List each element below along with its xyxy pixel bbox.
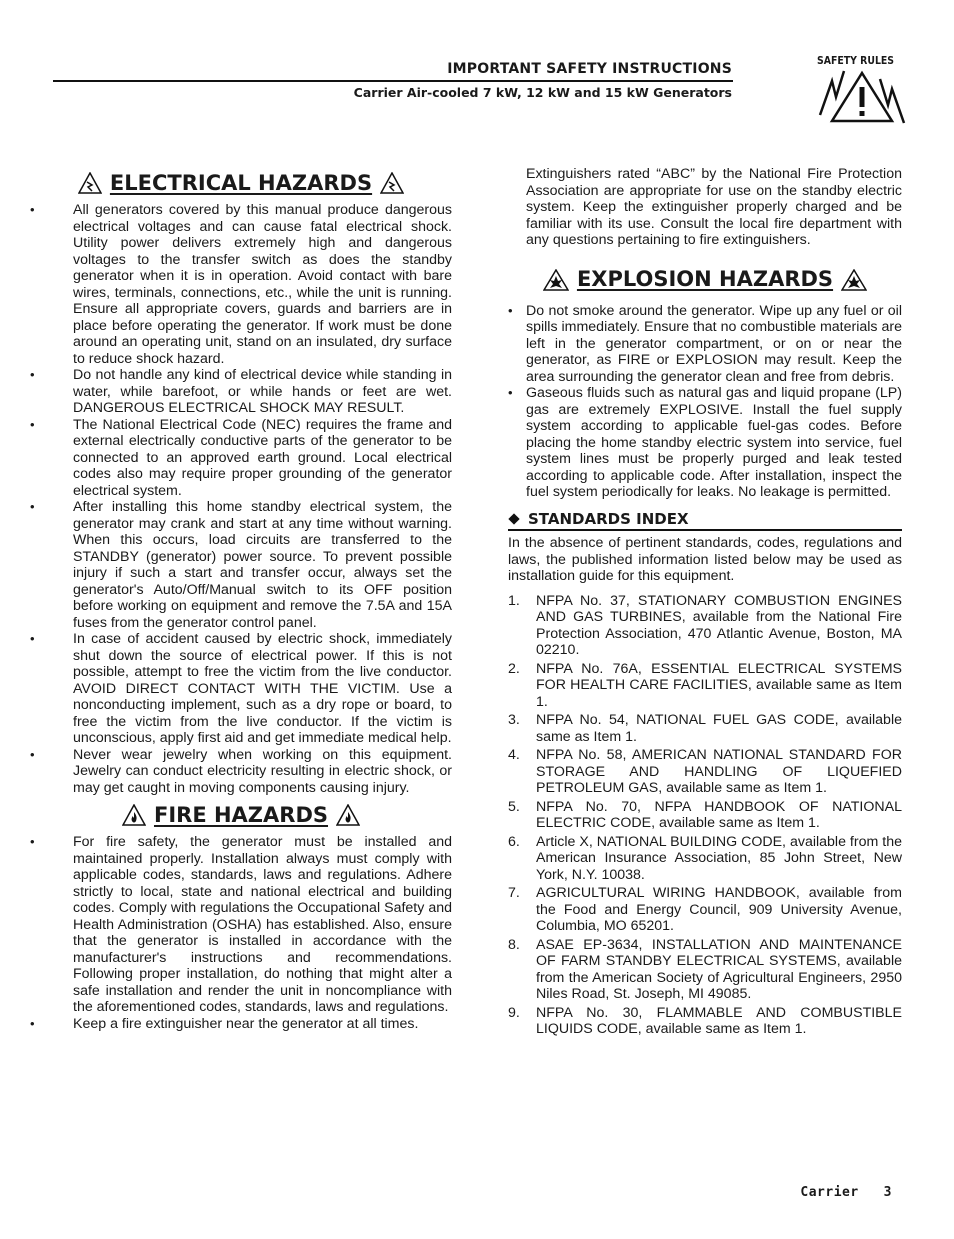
item-text: Article X, NATIONAL BUILDING CODE, available from the American Insurance Association, 85 John Street, New York, N.Y. 10038.	[536, 833, 902, 883]
list-item	[508, 799, 902, 832]
fire-hazards-title: FIRE HAZARDS	[153, 802, 329, 827]
standards-index-heading	[508, 511, 902, 532]
left-column	[30, 172, 452, 1032]
page-number: 3	[883, 1185, 892, 1200]
explosion-hazards-heading	[508, 269, 902, 291]
list-item	[508, 661, 902, 711]
page-footer	[800, 1185, 892, 1200]
explosion-warning-icon	[543, 269, 569, 291]
list-item: • The National Electrical Code (NEC) requires the frame and external electrically conductive parts of the generator to be connected to an approved earth ground. Local electrical codes also may require proper grounding of the generator electrical system.	[30, 417, 452, 500]
item-number: 4.	[508, 747, 520, 763]
header-title: IMPORTANT SAFETY INSTRUCTIONS	[447, 61, 732, 77]
header-rule	[53, 80, 733, 82]
item-number: 3.	[508, 712, 520, 728]
safety-rules-label: SAFETY RULES	[817, 54, 895, 67]
explosion-warning-icon	[841, 269, 867, 291]
right-column	[508, 166, 902, 1040]
fire-hazards-heading	[30, 804, 452, 826]
standards-list	[508, 593, 902, 1038]
list-item: • Do not handle any kind of electrical device while standing in water, while barefoot, or while hands or feet are wet. DANGEROUS ELECTRICAL SHOCK MAY RESULT.	[30, 367, 452, 417]
list-item	[508, 593, 902, 659]
list-item: • After installing this home standby electrical system, the generator may crank and start at any time without warning. When this occurs, load circuits are transferred to the STANDBY (generator) power source. To prevent possible injury if such a start and transfer occur, always set the generator's Auto/Off/Manual switch to its OFF position before working on equipment and remove the 7.5A and 15A fuses from the generator control panel.	[30, 499, 452, 631]
item-text: NFPA No. 70, NFPA HANDBOOK OF NATIONAL ELECTRIC CODE, available same as Item 1.	[536, 798, 902, 831]
list-item: • Do not smoke around the generator. Wipe up any fuel or oil spills immediately. Ensure that no combustible materials are left in the generator compartment, or on or near the generator, as FIRE or EXPLOSION may result. Keep the area surrounding the generator clean and free from debris.	[508, 303, 902, 386]
item-text: NFPA No. 30, FLAMMABLE AND COMBUSTIBLE LIQUIDS CODE, available same as Item 1.	[536, 1004, 902, 1037]
fire-warning-icon	[122, 804, 146, 826]
item-number: 9.	[508, 1004, 520, 1021]
electrical-warning-icon	[78, 172, 102, 194]
list-item	[508, 1005, 902, 1038]
item-text: NFPA No. 37, STATIONARY COMBUSTION ENGINES AND GAS TURBINES, available from the National Fire Protection Association, 470 Atlantic Avenue, Boston, MA 02210.	[536, 592, 902, 658]
explosion-hazards-title: EXPLOSION HAZARDS	[576, 267, 834, 292]
item-number: 7.	[508, 885, 520, 901]
list-item	[508, 747, 902, 797]
item-text: NFPA No. 76A, ESSENTIAL ELECTRICAL SYSTEMS FOR HEALTH CARE FACILITIES, available same as Item 1.	[536, 660, 902, 710]
fire-warning-icon	[336, 804, 360, 826]
fire-extinguisher-paragraph: Extinguishers rated “ABC” by the National Fire Protection Association are appropriate for use on the standby electric system. Keep the extinguisher properly charged and be familiar with its use. Consult the local fire department with any questions pertaining to fire extinguishers.	[526, 166, 902, 248]
list-item	[508, 885, 902, 935]
item-text: ASAE EP-3634, INSTALLATION AND MAINTENANCE OF FARM STANDBY ELECTRICAL SYSTEMS, available from the American Society of Agricultural Engineers, 2950 Niles Road, St. Joseph, MI 49085.	[536, 936, 902, 1002]
standards-intro: In the absence of pertinent standards, codes, regulations and laws, the published information listed below may be used as installation guide for this equipment.	[508, 535, 902, 584]
list-item: • Keep a fire extinguisher near the generator at all times.	[30, 1016, 452, 1033]
item-number: 6.	[508, 833, 520, 850]
item-number: 5.	[508, 798, 520, 815]
item-number: 2.	[508, 660, 520, 677]
item-text: NFPA No. 54, NATIONAL FUEL GAS CODE, available same as Item 1.	[536, 712, 902, 745]
list-item: • Never wear jewelry when working on this equipment. Jewelry can conduct electricity resulting in electric shock, or may get caught in moving components causing injury.	[30, 747, 452, 797]
electrical-warning-icon	[380, 172, 404, 194]
standards-index-title: STANDARDS INDEX	[528, 509, 689, 528]
list-item: • All generators covered by this manual produce dangerous electrical voltages and can cause fatal electrical shock. Utility power delivers extremely high and dangerous voltages to the transfer switch as does the standby generator when it is in operation. Avoid contact with bare wires, terminals, connections, etc., while the unit is running. Ensure all appropriate covers, guards and barriers are in place before operating the generator. If work must be done around an operating unit, stand on an insulated, dry surface to reduce shock hazard.	[30, 202, 452, 367]
item-number: 8.	[508, 936, 520, 953]
list-item	[508, 712, 902, 745]
explosion-hazards-list	[508, 303, 902, 501]
item-text: AGRICULTURAL WIRING HANDBOOK, available from the Food and Energy Council, 909 University Avenue, Columbia, MO 65201.	[536, 885, 902, 934]
electrical-hazards-title: ELECTRICAL HAZARDS	[109, 170, 373, 195]
fire-hazards-list	[30, 834, 452, 1032]
electrical-hazards-heading	[30, 172, 452, 194]
list-item: • Gaseous fluids such as natural gas and liquid propane (LP) gas are extremely EXPLOSIVE. Install the fuel supply system according to applicable fuel-gas codes. Before placing the home standby electric system into service, fuel system lines must be properly purged and leak tested according to applicable code. After installation, inspect the fuel system periodically for leaks. No leakage is permitted.	[508, 385, 902, 501]
list-item	[508, 937, 902, 1003]
header-subtitle: Carrier Air-cooled 7 kW, 12 kW and 15 kW Generators	[353, 85, 732, 100]
diamond-icon	[508, 513, 519, 524]
footer-brand: Carrier	[800, 1185, 859, 1200]
safety-rules-warning-icon	[818, 67, 906, 125]
item-text: NFPA No. 58, AMERICAN NATIONAL STANDARD FOR STORAGE AND HANDLING OF LIQUEFIED PETROLEUM GAS, available same as Item 1.	[536, 747, 902, 796]
item-number: 1.	[508, 592, 520, 609]
list-item	[508, 834, 902, 884]
list-item: • In case of accident caused by electric shock, immediately shut down the source of electrical power. If this is not possible, attempt to free the victim from the live conductor. AVOID DIRECT CONTACT WITH THE VICTIM. Use a nonconducting implement, such as a dry rope or board, to free the victim from the live conductor. If the victim is unconscious, apply first aid and get immediate medical help.	[30, 631, 452, 747]
list-item: • For fire safety, the generator must be installed and maintained properly. Installation always must comply with applicable codes, standards, laws and regulations. Adhere strictly to local, state and national electrical and building codes. Comply with regulations the Occupational Safety and Health Administration (OSHA) has established. Also, ensure that the generator is installed in accordance with the manufacturer's instructions and recommendations. Following proper installation, do nothing that might alter a safe installation and render the unit in noncompliance with the aforementioned codes, standards, laws and regulations.	[30, 834, 452, 1016]
electrical-hazards-list	[30, 202, 452, 796]
